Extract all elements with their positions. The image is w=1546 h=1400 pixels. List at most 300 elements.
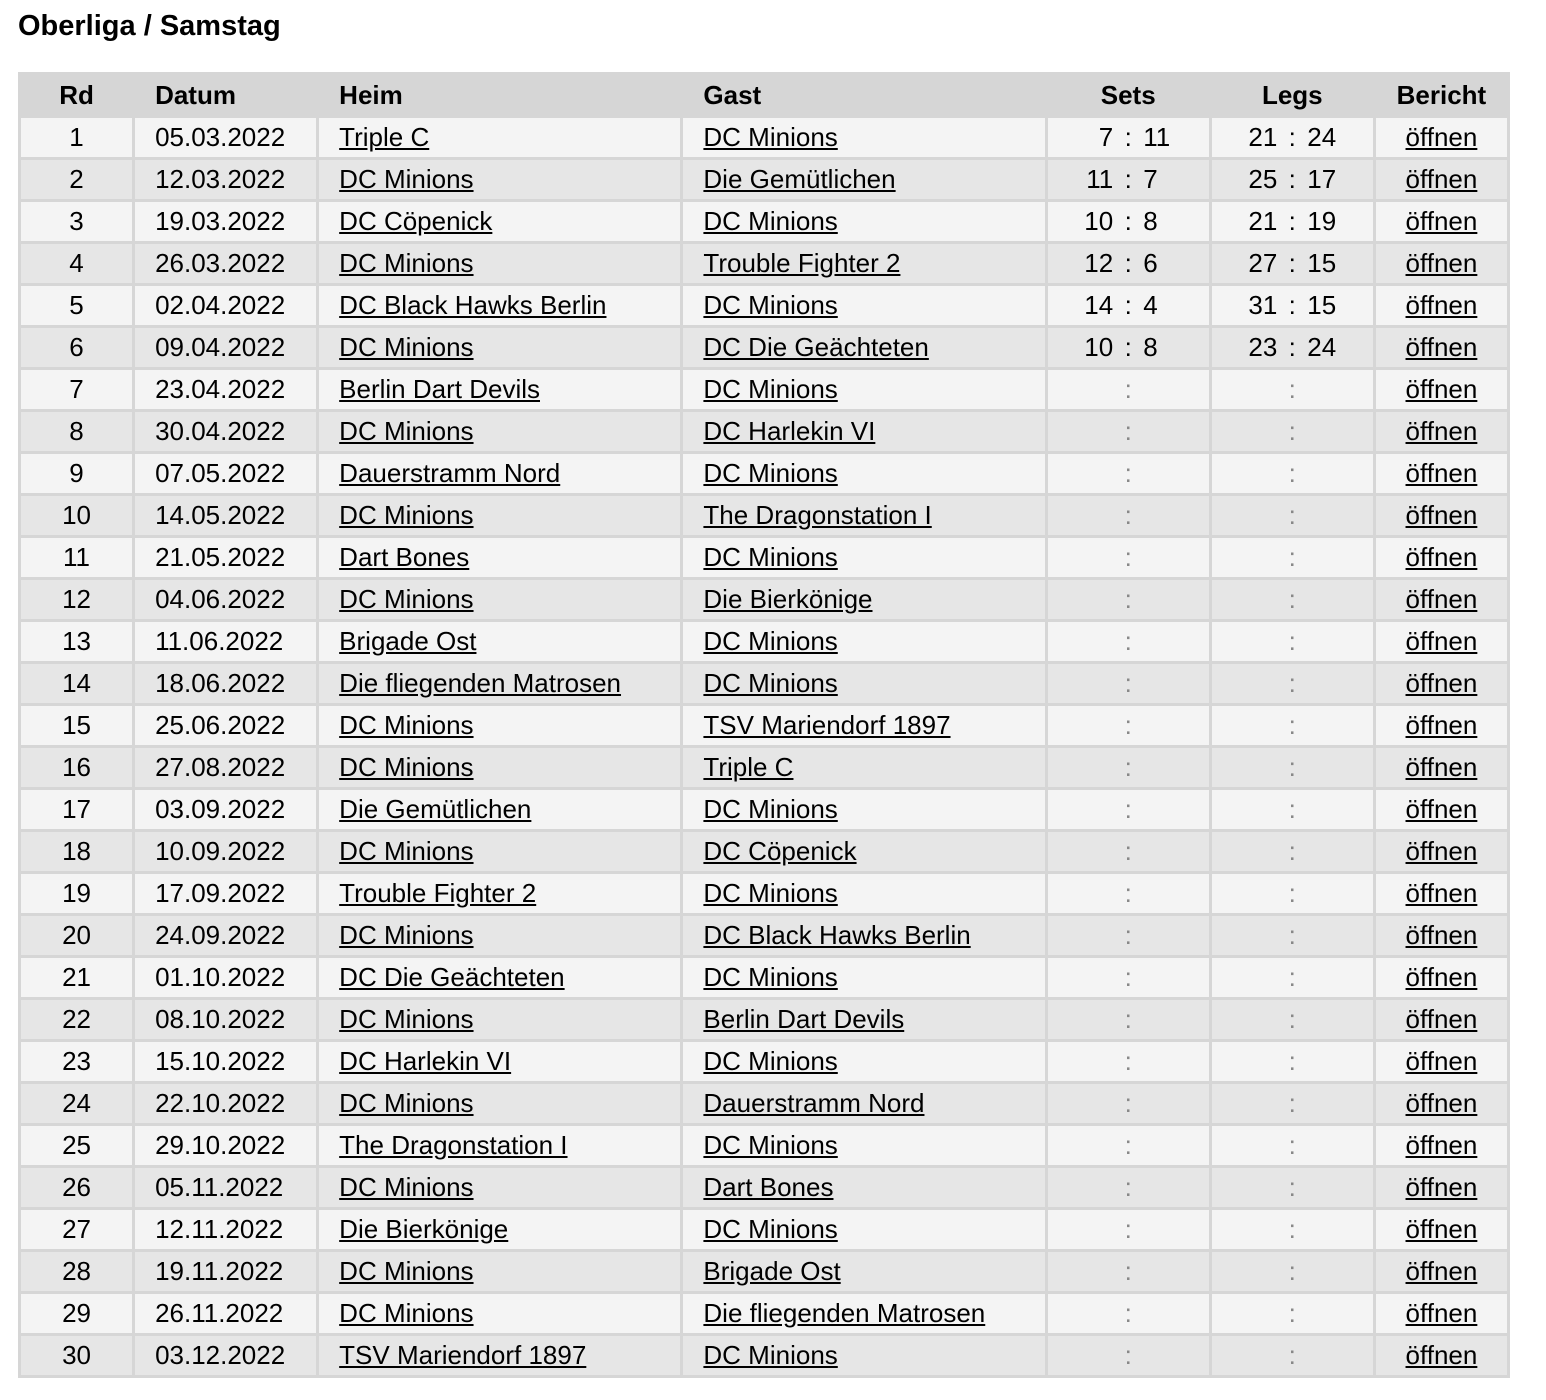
legs-guest: 19 [1307,206,1337,236]
sets-cell [1048,412,1209,451]
home-team-link[interactable]: Trouble Fighter 2 [339,878,537,908]
home-team-link[interactable]: DC Minions [339,920,474,950]
report-link[interactable]: öffnen [1405,794,1478,824]
round-cell: 21 [21,958,132,997]
date-cell: 23.04.2022 [135,370,316,409]
round-cell: 5 [21,286,132,325]
guest-team-cell [683,496,1044,535]
guest-team-link[interactable]: DC Minions [703,206,838,236]
sets-separator: : [1124,248,1132,278]
legs-cell [1212,286,1373,325]
home-team-link[interactable]: Die fliegenden Matrosen [339,668,622,698]
legs-cell [1212,1000,1373,1039]
sets-cell [1048,622,1209,661]
guest-team-cell [683,748,1044,787]
home-team-link[interactable]: Dart Bones [339,542,470,572]
legs-cell [1212,202,1373,241]
date-cell: 12.03.2022 [135,160,316,199]
table-row [21,286,1507,325]
legs-separator: : [1288,794,1296,824]
report-link[interactable]: öffnen [1405,374,1478,404]
home-team-cell [319,538,680,577]
home-team-cell [319,286,680,325]
sets-separator: : [1124,794,1132,824]
guest-team-link[interactable]: Trouble Fighter 2 [703,248,901,278]
guest-team-cell [683,538,1044,577]
table-row [21,1336,1507,1375]
report-link[interactable]: öffnen [1405,1088,1478,1118]
report-link[interactable]: öffnen [1405,248,1478,278]
legs-home: 31 [1248,290,1278,320]
report-cell [1376,622,1507,661]
sets-separator: : [1124,878,1132,908]
home-team-cell [319,874,680,913]
home-team-link[interactable]: DC Black Hawks Berlin [339,290,607,320]
home-team-link[interactable]: Triple C [339,122,430,152]
legs-cell [1212,874,1373,913]
round-cell: 26 [21,1168,132,1207]
legs-separator: : [1288,920,1296,950]
table-row [21,832,1507,871]
header-heim: Heim [319,75,680,115]
legs-guest: 15 [1307,248,1337,278]
sets-separator: : [1124,752,1132,782]
sets-home: 12 [1084,248,1114,278]
table-row [21,1168,1507,1207]
home-team-link[interactable]: DC Minions [339,1004,474,1034]
sets-separator: : [1124,122,1132,152]
sets-separator: : [1124,1214,1132,1244]
home-team-link[interactable]: DC Minions [339,836,474,866]
date-cell: 02.04.2022 [135,286,316,325]
guest-team-link[interactable]: Brigade Ost [703,1256,841,1286]
legs-separator: : [1288,1046,1296,1076]
table-row [21,874,1507,913]
guest-team-link[interactable]: DC Harlekin VI [703,416,876,446]
guest-team-link[interactable]: DC Minions [703,122,838,152]
home-team-link[interactable]: DC Minions [339,1088,474,1118]
home-team-link[interactable]: Die Gemütlichen [339,794,532,824]
report-cell [1376,664,1507,703]
report-link[interactable]: öffnen [1405,458,1478,488]
home-team-cell [319,496,680,535]
table-row [21,412,1507,451]
report-link[interactable]: öffnen [1405,878,1478,908]
report-cell [1376,1294,1507,1333]
guest-team-link[interactable]: DC Cöpenick [703,836,857,866]
home-team-cell [319,328,680,367]
home-team-cell [319,412,680,451]
table-row [21,790,1507,829]
guest-team-cell [683,958,1044,997]
home-team-link[interactable]: DC Cöpenick [339,206,493,236]
guest-team-link[interactable]: DC Minions [703,1046,838,1076]
legs-separator: : [1288,878,1296,908]
home-team-cell [319,1126,680,1165]
home-team-cell [319,454,680,493]
table-row [21,916,1507,955]
home-team-link[interactable]: TSV Mariendorf 1897 [339,1340,587,1370]
sets-separator: : [1124,626,1132,656]
guest-team-link[interactable]: Dart Bones [703,1172,834,1202]
table-row [21,958,1507,997]
sets-cell [1048,1336,1209,1375]
legs-separator: : [1288,458,1296,488]
guest-team-link[interactable]: DC Black Hawks Berlin [703,920,971,950]
legs-separator: : [1288,290,1296,320]
report-link[interactable]: öffnen [1405,122,1478,152]
report-link[interactable]: öffnen [1405,164,1478,194]
round-cell: 11 [21,538,132,577]
date-cell: 24.09.2022 [135,916,316,955]
round-cell: 2 [21,160,132,199]
round-cell: 6 [21,328,132,367]
guest-team-cell [683,1252,1044,1291]
home-team-link[interactable]: Brigade Ost [339,626,477,656]
sets-guest: 8 [1143,206,1158,236]
sets-cell [1048,832,1209,871]
report-cell [1376,454,1507,493]
home-team-cell [319,202,680,241]
sets-separator: : [1124,1172,1132,1202]
round-cell: 20 [21,916,132,955]
round-cell: 1 [21,118,132,157]
home-team-cell [319,790,680,829]
legs-cell [1212,244,1373,283]
guest-team-link[interactable]: DC Minions [703,374,838,404]
guest-team-link[interactable]: The Dragonstation I [703,500,932,530]
legs-separator: : [1288,710,1296,740]
guest-team-cell [683,118,1044,157]
home-team-cell [319,1252,680,1291]
sets-cell [1048,1294,1209,1333]
home-team-link[interactable]: DC Die Geächteten [339,962,565,992]
guest-team-cell [683,874,1044,913]
home-team-link[interactable]: DC Minions [339,248,474,278]
report-cell [1376,916,1507,955]
sets-cell [1048,1168,1209,1207]
sets-separator: : [1124,290,1132,320]
sets-separator: : [1124,332,1132,362]
table-body [21,118,1507,1375]
legs-home: 27 [1248,248,1278,278]
report-link[interactable]: öffnen [1405,584,1478,614]
home-team-cell [319,160,680,199]
date-cell: 17.09.2022 [135,874,316,913]
date-cell: 07.05.2022 [135,454,316,493]
home-team-cell [319,664,680,703]
home-team-link[interactable]: DC Minions [339,752,474,782]
sets-home: 10 [1084,332,1114,362]
header-gast: Gast [683,75,1044,115]
home-team-link[interactable]: The Dragonstation I [339,1130,568,1160]
home-team-link[interactable]: DC Minions [339,416,474,446]
guest-team-link[interactable]: Triple C [703,752,794,782]
report-link[interactable]: öffnen [1405,626,1478,656]
home-team-cell [319,622,680,661]
legs-separator: : [1288,416,1296,446]
report-link[interactable]: öffnen [1405,962,1478,992]
table-row [21,496,1507,535]
legs-cell [1212,1210,1373,1249]
legs-guest: 24 [1307,332,1337,362]
report-link[interactable]: öffnen [1405,668,1478,698]
home-team-cell [319,1084,680,1123]
home-team-cell [319,1168,680,1207]
date-cell: 09.04.2022 [135,328,316,367]
table-row [21,328,1507,367]
round-cell: 9 [21,454,132,493]
legs-cell [1212,118,1373,157]
report-cell [1376,748,1507,787]
legs-cell [1212,622,1373,661]
report-link[interactable]: öffnen [1405,500,1478,530]
guest-team-link[interactable]: Die Bierkönige [703,584,873,614]
guest-team-link[interactable]: DC Minions [703,290,838,320]
guest-team-cell [683,706,1044,745]
sets-cell [1048,370,1209,409]
legs-separator: : [1288,1256,1296,1286]
report-link[interactable]: öffnen [1405,1130,1478,1160]
home-team-link[interactable]: DC Harlekin VI [339,1046,512,1076]
guest-team-link[interactable]: DC Minions [703,962,838,992]
sets-cell [1048,328,1209,367]
guest-team-cell [683,916,1044,955]
home-team-link[interactable]: DC Minions [339,1256,474,1286]
report-link[interactable]: öffnen [1405,416,1478,446]
report-cell [1376,328,1507,367]
guest-team-link[interactable]: DC Die Geächteten [703,332,929,362]
sets-cell [1048,790,1209,829]
guest-team-link[interactable]: Berlin Dart Devils [703,1004,905,1034]
guest-team-cell [683,622,1044,661]
guest-team-link[interactable]: DC Minions [703,1340,838,1370]
round-cell: 30 [21,1336,132,1375]
home-team-link[interactable]: DC Minions [339,710,474,740]
table-row [21,622,1507,661]
legs-cell [1212,1168,1373,1207]
date-cell: 15.10.2022 [135,1042,316,1081]
report-cell [1376,790,1507,829]
table-row [21,1126,1507,1165]
guest-team-cell [683,1000,1044,1039]
sets-cell [1048,1000,1209,1039]
guest-team-link[interactable]: DC Minions [703,668,838,698]
home-team-cell [319,1336,680,1375]
date-cell: 26.11.2022 [135,1294,316,1333]
page-title: Oberliga / Samstag [18,10,281,42]
home-team-link[interactable]: Die Bierkönige [339,1214,509,1244]
legs-home: 21 [1248,206,1278,236]
report-link[interactable]: öffnen [1405,836,1478,866]
guest-team-link[interactable]: Die fliegenden Matrosen [703,1298,986,1328]
guest-team-cell [683,1126,1044,1165]
legs-separator: : [1288,626,1296,656]
home-team-link[interactable]: DC Minions [339,500,474,530]
date-cell: 04.06.2022 [135,580,316,619]
report-cell [1376,244,1507,283]
date-cell: 21.05.2022 [135,538,316,577]
table-row [21,454,1507,493]
table-row [21,706,1507,745]
date-cell: 18.06.2022 [135,664,316,703]
legs-cell [1212,748,1373,787]
guest-team-link[interactable]: TSV Mariendorf 1897 [703,710,951,740]
guest-team-cell [683,1168,1044,1207]
home-team-link[interactable]: Berlin Dart Devils [339,374,540,404]
sets-guest: 11 [1143,122,1171,152]
report-cell [1376,286,1507,325]
table-row [21,1252,1507,1291]
home-team-cell [319,1294,680,1333]
legs-cell [1212,958,1373,997]
home-team-cell [319,580,680,619]
table-row [21,1000,1507,1039]
legs-guest: 17 [1307,164,1337,194]
table-row [21,202,1507,241]
legs-separator: : [1288,584,1296,614]
report-cell [1376,706,1507,745]
guest-team-cell [683,580,1044,619]
guest-team-cell [683,664,1044,703]
guest-team-link[interactable]: Dauerstramm Nord [703,1088,925,1118]
legs-cell [1212,454,1373,493]
header-rd: Rd [21,75,132,115]
sets-separator: : [1124,500,1132,530]
report-link[interactable]: öffnen [1405,1256,1478,1286]
legs-cell [1212,1042,1373,1081]
legs-guest: 15 [1307,290,1337,320]
guest-team-cell [683,1210,1044,1249]
table-row [21,160,1507,199]
report-link[interactable]: öffnen [1405,920,1478,950]
table-row [21,748,1507,787]
home-team-cell [319,370,680,409]
home-team-link[interactable]: DC Minions [339,164,474,194]
report-cell [1376,202,1507,241]
sets-separator: : [1124,1130,1132,1160]
report-cell [1376,1084,1507,1123]
round-cell: 17 [21,790,132,829]
home-team-cell [319,244,680,283]
guest-team-link[interactable]: DC Minions [703,542,838,572]
round-cell: 14 [21,664,132,703]
home-team-cell [319,1042,680,1081]
round-cell: 12 [21,580,132,619]
legs-separator: : [1288,164,1296,194]
date-cell: 03.12.2022 [135,1336,316,1375]
table-row [21,118,1507,157]
legs-cell [1212,832,1373,871]
home-team-cell [319,1210,680,1249]
sets-separator: : [1124,374,1132,404]
home-team-link[interactable]: DC Minions [339,584,474,614]
home-team-link[interactable]: DC Minions [339,1298,474,1328]
report-link[interactable]: öffnen [1405,542,1478,572]
sets-separator: : [1124,1298,1132,1328]
sets-cell [1048,748,1209,787]
date-cell: 27.08.2022 [135,748,316,787]
report-cell [1376,1210,1507,1249]
guest-team-link[interactable]: DC Minions [703,878,838,908]
guest-team-cell [683,454,1044,493]
report-link[interactable]: öffnen [1405,206,1478,236]
sets-separator: : [1124,920,1132,950]
home-team-link[interactable]: DC Minions [339,1172,474,1202]
guest-team-cell [683,1294,1044,1333]
round-cell: 15 [21,706,132,745]
date-cell: 14.05.2022 [135,496,316,535]
report-link[interactable]: öffnen [1405,1340,1478,1370]
home-team-link[interactable]: Dauerstramm Nord [339,458,561,488]
schedule-table [18,72,1510,1378]
date-cell: 29.10.2022 [135,1126,316,1165]
legs-cell [1212,538,1373,577]
guest-team-link[interactable]: DC Minions [703,626,838,656]
round-cell: 19 [21,874,132,913]
date-cell: 19.03.2022 [135,202,316,241]
sets-cell [1048,454,1209,493]
legs-separator: : [1288,1088,1296,1118]
guest-team-link[interactable]: DC Minions [703,1214,838,1244]
sets-cell [1048,1084,1209,1123]
report-cell [1376,1126,1507,1165]
sets-cell [1048,1042,1209,1081]
legs-cell [1212,496,1373,535]
report-link[interactable]: öffnen [1405,710,1478,740]
report-cell [1376,958,1507,997]
guest-team-link[interactable]: Die Gemütlichen [703,164,896,194]
sets-separator: : [1124,458,1132,488]
report-link[interactable]: öffnen [1405,290,1478,320]
report-link[interactable]: öffnen [1405,1004,1478,1034]
round-cell: 27 [21,1210,132,1249]
report-link[interactable]: öffnen [1405,1214,1478,1244]
legs-home: 21 [1248,122,1278,152]
date-cell: 22.10.2022 [135,1084,316,1123]
round-cell: 16 [21,748,132,787]
report-cell [1376,1042,1507,1081]
sets-cell [1048,244,1209,283]
guest-team-cell [683,1084,1044,1123]
table-header-row [21,75,1507,115]
report-link[interactable]: öffnen [1405,332,1478,362]
sets-separator: : [1124,416,1132,446]
report-cell [1376,1168,1507,1207]
round-cell: 3 [21,202,132,241]
legs-cell [1212,412,1373,451]
sets-cell [1048,118,1209,157]
guest-team-link[interactable]: DC Minions [703,794,838,824]
report-link[interactable]: öffnen [1405,752,1478,782]
round-cell: 23 [21,1042,132,1081]
report-link[interactable]: öffnen [1405,1172,1478,1202]
guest-team-link[interactable]: DC Minions [703,1130,838,1160]
guest-team-link[interactable]: DC Minions [703,458,838,488]
sets-separator: : [1124,1340,1132,1370]
report-link[interactable]: öffnen [1405,1046,1478,1076]
report-cell [1376,1000,1507,1039]
header-bericht: Bericht [1376,75,1507,115]
report-cell [1376,580,1507,619]
home-team-link[interactable]: DC Minions [339,332,474,362]
sets-cell [1048,580,1209,619]
header-legs: Legs [1212,75,1373,115]
sets-home: 10 [1084,206,1114,236]
report-link[interactable]: öffnen [1405,1298,1478,1328]
home-team-cell [319,1000,680,1039]
table-row [21,664,1507,703]
